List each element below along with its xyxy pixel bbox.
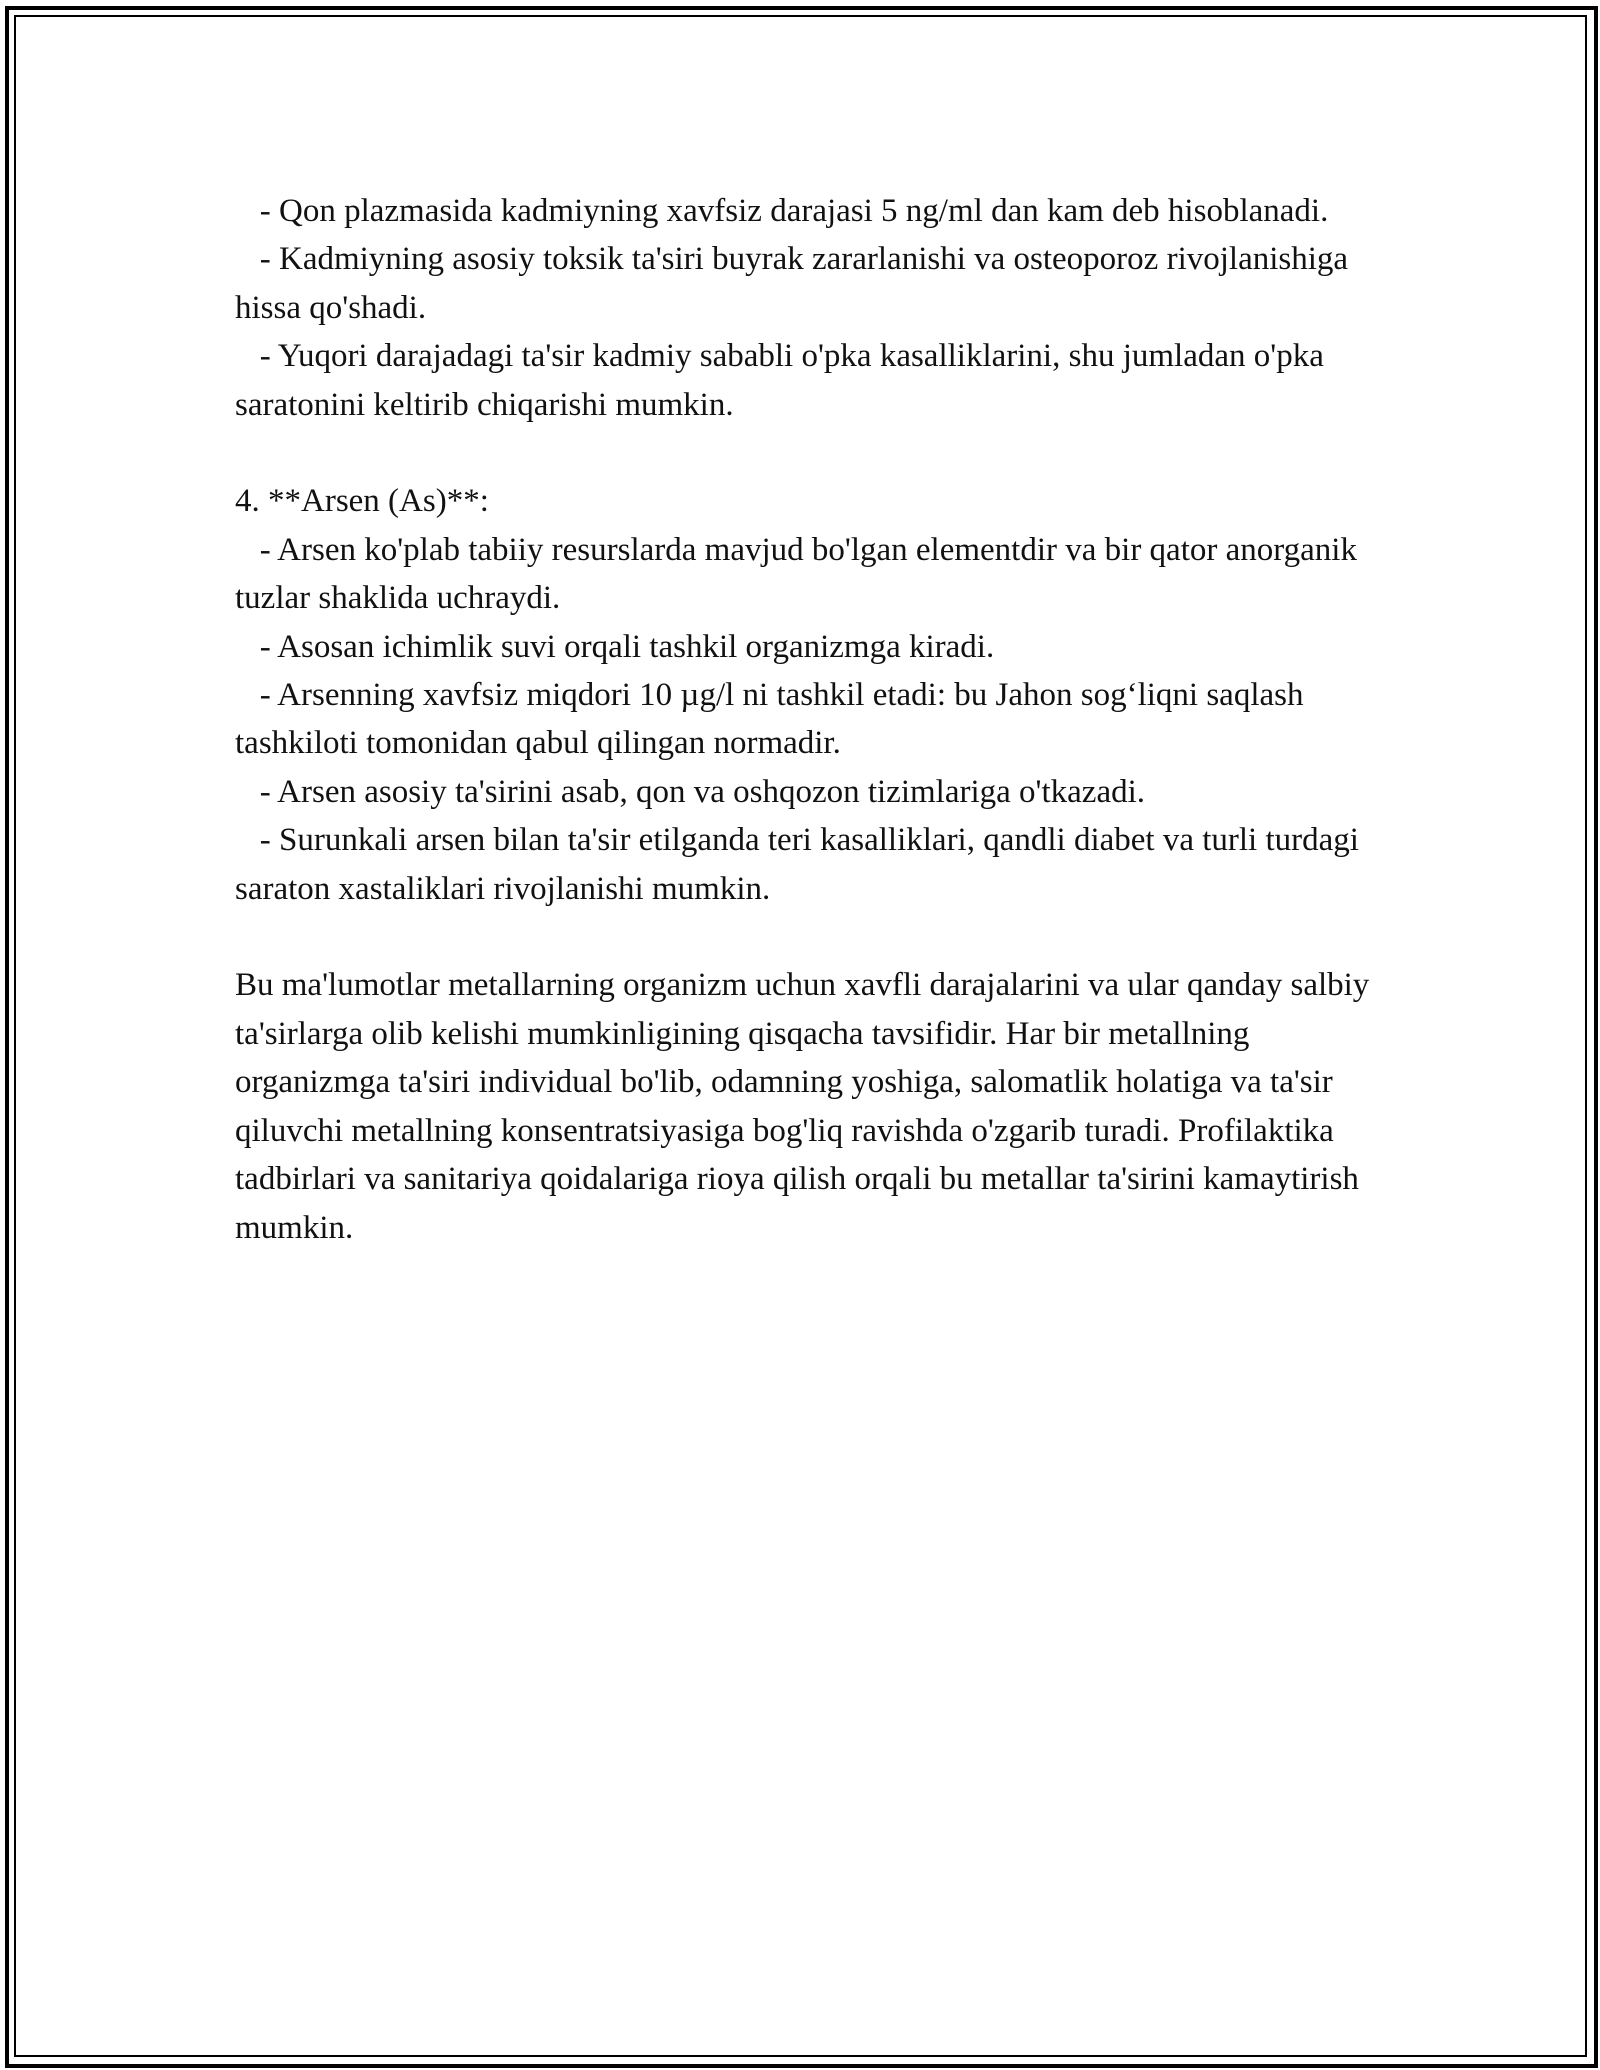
- arsenic-bullet-systems: - Arsen asosiy ta'sirini asab, qon va oshqozon tizimlariga o'tkazadi.: [235, 773, 1146, 810]
- arsenic-bullet-sources: - Arsen ko'plab tabiiy resurslarda mavjud bo'lgan elementdir va bir qator anorganik tuzlar shaklida uchraydi.: [235, 531, 1366, 617]
- arsenic-bullet-chronic: - Surunkali arsen bilan ta'sir etilganda teri kasalliklari, qandli diabet va turli turdagi saraton xastaliklari rivojlanishi mumkin.: [235, 822, 1368, 907]
- cadmium-bullet-toxic-effect: - Kadmiyning asosiy toksik ta'siri buyrak zararlanishi va osteoporoz rivojlanishiga hissa qo'shadi.: [235, 241, 1357, 326]
- arsenic-bullet-safe-level: - Arsenning xavfsiz miqdori 10 µg/l ni tashkil etadi: bu Jahon sog‘liqni saqlash tashkiloti tomonidan qabul qilingan normadir.: [235, 677, 1312, 762]
- paragraph-spacer: [235, 429, 1375, 477]
- section-heading-arsenic: 4. **Arsen (As)**:: [235, 483, 489, 520]
- document-body: [235, 187, 1378, 1252]
- paragraph-spacer: [235, 913, 1375, 961]
- arsenic-bullet-intake: - Asosan ichimlik suvi orqali tashkil organizmga kiradi.: [235, 628, 995, 665]
- conclusion-paragraph: Bu ma'lumotlar metallarning organizm uchun xavfli darajalarini va ular qanday salbiy ta'sirlarga olib kelishi mumkinligining qisqacha tavsifidir. Har bir metallning organizmga ta'siri individual bo'lib, odamning yoshiga, salomatlik holatiga va ta'sir qiluvchi metallning konsentratsiyasiga bog'liq ravishda o'zgarib turadi. Profilaktika tadbirlari va sanitariya qoidalariga rioya qilish orqali bu metallar ta'sirini kamaytirish mumkin.: [235, 967, 1378, 1246]
- cadmium-bullet-safe-level: - Qon plazmasida kadmiyning xavfsiz darajasi 5 ng/ml dan kam deb hisoblanadi.: [235, 193, 1329, 229]
- cadmium-bullet-lung-disease: - Yuqori darajadagi ta'sir kadmiy sababli o'pka kasalliklarini, shu jumladan o'pka saratonini keltirib chiqarishi mumkin.: [235, 338, 1333, 423]
